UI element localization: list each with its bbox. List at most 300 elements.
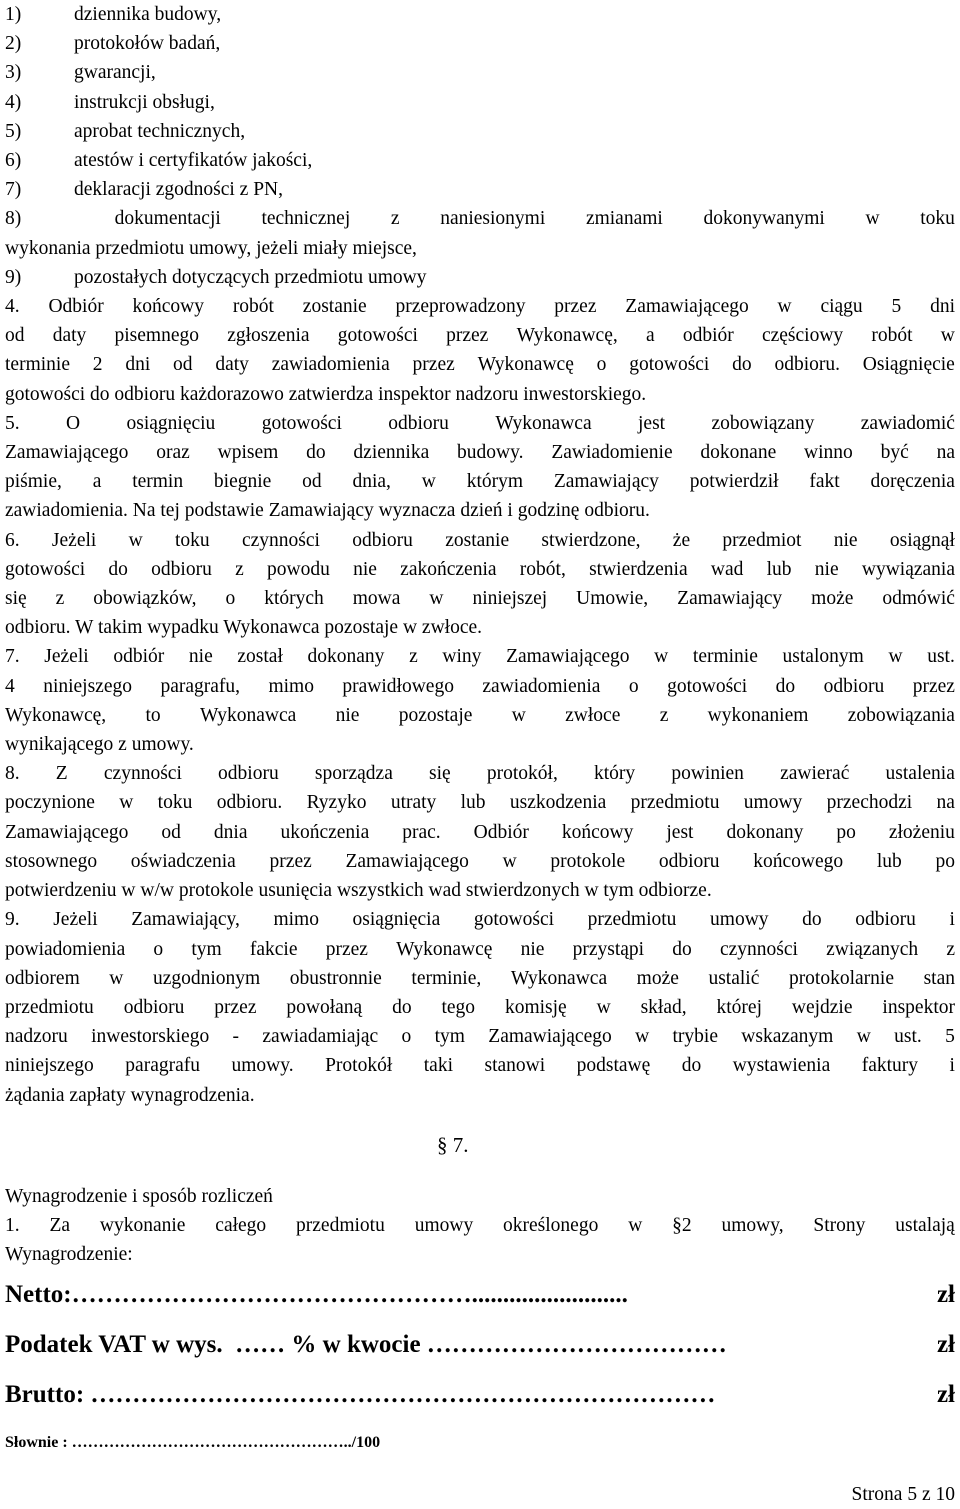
word: do: [681, 1055, 702, 1077]
word: o: [596, 354, 607, 376]
clause-paragraph: [5, 526, 955, 643]
justified-line: [5, 321, 955, 350]
word: doręczenia: [870, 471, 955, 493]
list-text: protokołów badań,: [74, 33, 221, 55]
brutto-currency: zł: [936, 1380, 955, 1408]
word: prac.: [402, 821, 441, 843]
word: zostanie: [302, 296, 367, 318]
word: od: [5, 325, 25, 347]
word: dnia: [213, 821, 248, 843]
word: zgłoszenia: [227, 325, 310, 347]
word: uszkodzenia: [509, 792, 607, 814]
word: §2: [672, 1215, 692, 1237]
justified-line: [5, 672, 955, 701]
word: Protokół: [325, 1055, 393, 1077]
word: dnia,: [352, 471, 391, 493]
word: nie: [814, 558, 839, 580]
word: Wykonawcę: [477, 354, 574, 376]
list-number: 3): [5, 62, 22, 84]
word: wad: [710, 558, 744, 580]
word: przedmiot: [722, 529, 802, 551]
word: 2: [92, 354, 103, 376]
word: o: [401, 1026, 412, 1048]
word: fakcie: [249, 938, 298, 960]
section-title: Wynagrodzenie i sposób rozliczeń: [5, 1186, 273, 1207]
word: Wykonawcę,: [516, 325, 618, 347]
word: jest: [666, 821, 694, 843]
word: osiągnął: [889, 529, 955, 551]
word: Z: [55, 763, 68, 785]
word: gotowości: [337, 325, 418, 347]
document-page: [5, 0, 955, 1110]
word: do: [672, 938, 692, 960]
word: w: [635, 1026, 650, 1048]
word: końcowego: [753, 850, 844, 872]
word: dziennika: [353, 442, 430, 464]
word: i: [949, 909, 955, 931]
brutto-line: [5, 1370, 955, 1420]
word: przystąpi: [572, 938, 645, 960]
word: umowy: [743, 792, 803, 814]
word: daty: [52, 325, 87, 347]
word: wejdzie: [791, 996, 853, 1018]
word: którym: [466, 471, 524, 493]
word: niniejszej: [472, 588, 548, 610]
word: ukończenia: [280, 821, 370, 843]
word: Zamawiającego: [5, 442, 129, 464]
word: odbioru: [123, 996, 185, 1018]
word: przez: [554, 296, 597, 318]
word: uzgodnionym: [152, 967, 261, 989]
word: zawiadomienia: [271, 354, 390, 376]
word: 6.: [5, 529, 20, 551]
word: taki: [423, 1055, 453, 1077]
word: z: [390, 208, 400, 230]
word: zobowiązany: [711, 412, 815, 434]
word: w: [109, 967, 124, 989]
word: osiągnięciu: [126, 412, 216, 434]
word: od: [302, 471, 322, 493]
word: Odbiór: [473, 821, 529, 843]
word: odbioru: [388, 412, 449, 434]
paragraph-last-line: odbioru. W takim wypadku Wykonawca pozostaje w zwłoce.: [5, 617, 482, 639]
justified-line: [5, 964, 955, 993]
word: 1.: [5, 1215, 20, 1237]
word: o: [628, 675, 639, 697]
list-item: [5, 117, 955, 146]
word: nie: [520, 938, 545, 960]
word: na: [936, 442, 955, 464]
word: zawiadomienia: [482, 675, 601, 697]
list-number: 1): [5, 4, 22, 25]
word: dokonany: [307, 646, 385, 668]
word: Zawiadomienie: [551, 442, 673, 464]
word: czynności: [103, 763, 182, 785]
list-item-8-line: [5, 204, 955, 233]
word: określonego: [503, 1215, 599, 1237]
justified-line: [5, 701, 955, 730]
word: może: [636, 967, 679, 989]
word: odbioru: [658, 850, 720, 872]
word: Zamawiający: [553, 471, 659, 493]
paragraph-last-line: potwierdzeniu w w/w protokole usunięcia wszystkich wad stwierdzonych w tym odbiorze.: [5, 880, 712, 902]
word: stosownego: [5, 850, 98, 872]
word: w: [119, 792, 134, 814]
word: termin: [132, 471, 184, 493]
word: Zamawiającego: [506, 646, 630, 668]
justified-line: [5, 759, 955, 788]
word: przez: [269, 850, 312, 872]
word: do: [108, 558, 128, 580]
word: ustalić: [708, 967, 760, 989]
word: biegnie: [213, 471, 272, 493]
word: mowa: [352, 588, 401, 610]
word: podstawę: [576, 1055, 651, 1077]
word: zobowiązania: [847, 704, 955, 726]
word: Wykonawca: [199, 704, 297, 726]
word: paragrafu,: [160, 675, 241, 697]
netto-dots: ………………………………………….........................: [71, 1280, 628, 1308]
word: przez: [214, 996, 257, 1018]
word: Odbiór: [48, 296, 104, 318]
word: Zamawiającego: [488, 1026, 612, 1048]
word: czynności: [719, 938, 798, 960]
list-number: 7): [5, 179, 22, 201]
word: dokonane: [700, 442, 777, 464]
list-item: [5, 146, 955, 175]
word: w: [511, 704, 526, 726]
word: dokonywanymi: [703, 208, 825, 230]
brutto-label: Brutto:: [5, 1380, 91, 1408]
word: Za: [49, 1215, 71, 1237]
word: w: [940, 325, 955, 347]
justified-line: [5, 905, 955, 934]
list-item-8-continuation: wykonania przedmiotu umowy, jeżeli miały miejsce,: [5, 237, 417, 259]
justified-line: [5, 467, 955, 496]
word: w: [502, 850, 517, 872]
word: przez: [446, 325, 489, 347]
paragraph-last-line: żądania zapłaty wynagrodzenia.: [5, 1084, 255, 1106]
word: Wykonawcę,: [5, 704, 107, 726]
word: ust.: [927, 646, 955, 668]
word: budowy.: [457, 442, 524, 464]
word: winno: [804, 442, 853, 464]
word: paragrafu: [125, 1055, 200, 1077]
word: wystawienia: [732, 1055, 831, 1077]
word: winy: [442, 646, 482, 668]
word: nie: [833, 529, 858, 551]
word: dni: [930, 296, 955, 318]
word: całego: [215, 1215, 267, 1237]
list-text: aprobat technicznych,: [74, 120, 246, 142]
word: powołaną: [286, 996, 363, 1018]
word: nie: [335, 704, 360, 726]
clause-paragraph: [5, 409, 955, 526]
word: odbioru.: [216, 792, 283, 814]
word: do: [802, 909, 822, 931]
word: Wykonawca: [510, 967, 608, 989]
word: Zamawiający,: [131, 909, 240, 931]
word: do: [392, 996, 412, 1018]
word: z: [659, 704, 669, 726]
word: odbiór: [682, 325, 734, 347]
word: odbiór: [113, 646, 165, 668]
word: osiągnięcia: [352, 909, 441, 931]
word: toku: [157, 792, 193, 814]
clause-paragraph: [5, 642, 955, 759]
word: odbioru: [218, 763, 279, 785]
word: się: [5, 588, 27, 610]
list-item-9: [5, 263, 955, 292]
word: 4.: [5, 296, 20, 318]
list-item: [5, 29, 955, 58]
word: od: [161, 821, 181, 843]
list-item: [5, 58, 955, 87]
word: o: [225, 588, 236, 610]
word: Zamawiającego: [345, 850, 469, 872]
justified-line: [5, 993, 955, 1022]
word: może: [811, 588, 854, 610]
word: utraty: [390, 792, 437, 814]
word: po: [836, 821, 856, 843]
netto-line: [5, 1270, 955, 1320]
word: w: [128, 529, 143, 551]
word: 5: [891, 296, 902, 318]
word: a: [645, 325, 655, 347]
word: wykonaniem: [707, 704, 809, 726]
justified-line: [5, 847, 955, 876]
word: ustalenia: [885, 763, 955, 785]
word: Strony: [813, 1215, 866, 1237]
word: naniesionymi: [440, 208, 546, 230]
word: terminie,: [411, 967, 482, 989]
word: umowy,: [721, 1215, 784, 1237]
word: odbioru: [151, 558, 212, 580]
word: 5.: [5, 412, 20, 434]
word: z: [235, 558, 244, 580]
word: odbioru.: [774, 354, 840, 376]
word: że: [672, 529, 691, 551]
word: 7.: [5, 646, 20, 668]
word: czynności: [241, 529, 320, 551]
word: został: [237, 646, 283, 668]
word: sporządza: [314, 763, 393, 785]
vat-line: [5, 1320, 955, 1370]
word: umowy.: [231, 1055, 294, 1077]
word: tego: [441, 996, 476, 1018]
clause-paragraph: [5, 292, 955, 409]
word: przedmiotu: [587, 909, 677, 931]
word: w: [429, 588, 444, 610]
word: Wykonawcę: [396, 938, 493, 960]
word: stwierdzenia: [589, 558, 688, 580]
word: w: [777, 296, 792, 318]
word: przez: [325, 938, 368, 960]
word: przez: [412, 354, 455, 376]
word: lub: [460, 792, 486, 814]
justified-line: [5, 350, 955, 379]
word: Jeżeli: [51, 529, 97, 551]
clause-paragraph: [5, 759, 955, 905]
justified-line: [5, 818, 955, 847]
word: Zamawiający: [677, 588, 783, 610]
word: stwierdzone,: [541, 529, 641, 551]
word: robót,: [519, 558, 566, 580]
word: się: [429, 763, 451, 785]
word: toku: [920, 208, 955, 230]
word: gotowości: [473, 909, 555, 931]
word: tym: [434, 1026, 465, 1048]
word: oświadczenia: [130, 850, 236, 872]
list-item: [5, 0, 955, 29]
list-text: atestów i certyfikatów jakości,: [74, 150, 313, 172]
word: powinien: [671, 763, 744, 785]
word: robót: [232, 296, 274, 318]
word: -: [232, 1026, 240, 1048]
word: do: [775, 675, 796, 697]
word: do: [306, 442, 326, 464]
word: potwierdził: [689, 471, 779, 493]
word: gotowości: [667, 675, 748, 697]
word: toku: [175, 529, 210, 551]
word: inwestorskiego: [91, 1026, 210, 1048]
word: a: [92, 471, 102, 493]
word: końcowy: [561, 821, 634, 843]
word: wpisem: [217, 442, 279, 464]
word: piśmie,: [5, 471, 62, 493]
word: technicznej: [261, 208, 351, 230]
paragraph-last-line: gotowości do odbioru każdorazowo zatwierdza inspektor nadzoru inwestorskiego.: [5, 383, 647, 405]
word: gotowości: [5, 558, 86, 580]
word: 8.: [5, 763, 20, 785]
word: komisję: [504, 996, 567, 1018]
justified-line: [5, 642, 955, 671]
justified-line: [5, 1022, 955, 1051]
word: fakt: [809, 471, 840, 493]
word: stan: [923, 967, 955, 989]
word: być: [880, 442, 909, 464]
list-text: gwarancji,: [74, 62, 156, 84]
word: wykonanie: [99, 1215, 186, 1237]
justified-line: [5, 788, 955, 817]
word: ust.: [894, 1026, 922, 1048]
word: w: [888, 646, 903, 668]
vat-dots: ………………………………: [426, 1330, 727, 1358]
list-number: 8): [5, 208, 22, 230]
word: o: [153, 938, 164, 960]
list-number: 2): [5, 33, 22, 55]
word: daty: [215, 354, 249, 376]
word: nie: [353, 558, 377, 580]
word: nadzoru: [5, 1026, 68, 1048]
amount-in-words: Słownie : ……………………………………………../100: [5, 1433, 381, 1451]
justified-line: [5, 438, 955, 467]
word: przedmiotu: [5, 996, 94, 1018]
word: jest: [638, 412, 666, 434]
word: w: [865, 208, 880, 230]
word: w: [654, 646, 669, 668]
list-text: pozostałych dotyczących przedmiotu umowy: [74, 266, 427, 288]
word: złożeniu: [888, 821, 955, 843]
word: w: [596, 996, 611, 1018]
word: związanych: [826, 938, 919, 960]
word: niniejszego: [5, 1055, 94, 1077]
justified-line: [5, 935, 955, 964]
word: ciągu: [820, 296, 863, 318]
word: to: [145, 704, 161, 726]
netto-label: Netto:: [5, 1280, 72, 1308]
word: w: [421, 471, 436, 493]
word: umowy: [414, 1215, 474, 1237]
word: gotowości: [629, 354, 710, 376]
word: Wykonawca: [495, 412, 592, 434]
word: faktury: [861, 1055, 919, 1077]
list-number: 9): [5, 266, 22, 288]
clause-paragraph: [5, 905, 955, 1109]
word: lub: [876, 850, 902, 872]
word: od: [173, 354, 193, 376]
page-number: Strona 5 z 10: [851, 1484, 955, 1505]
word: mimo: [268, 675, 314, 697]
list-number: 6): [5, 150, 22, 172]
word: odbiorem: [5, 967, 80, 989]
word: w: [856, 1026, 871, 1048]
word: pisemnego: [114, 325, 199, 347]
word: końcowy: [132, 296, 204, 318]
word: poczynione: [5, 792, 95, 814]
list-text: dziennika budowy,: [74, 4, 222, 25]
justified-line: [5, 555, 955, 584]
word: gotowości: [261, 412, 342, 434]
word: obowiązków,: [93, 588, 197, 610]
word: zwłoce: [565, 704, 621, 726]
word: odbioru: [823, 675, 885, 697]
word: powodu: [267, 558, 330, 580]
word: nie: [188, 646, 213, 668]
word: której: [716, 996, 762, 1018]
section-heading: § 7.: [437, 1133, 469, 1157]
word: z: [55, 588, 65, 610]
word: protokół,: [486, 763, 558, 785]
word: powiadomienia: [5, 938, 126, 960]
word: 5: [945, 1026, 955, 1048]
word: odbioru: [352, 529, 413, 551]
word: częściowy: [761, 325, 844, 347]
word: ustalają: [895, 1215, 955, 1237]
word: O: [66, 412, 81, 434]
word: trybie: [672, 1026, 718, 1048]
word: protokole: [550, 850, 626, 872]
justified-line: [5, 1051, 955, 1080]
justified-line: [5, 526, 955, 555]
word: skład,: [640, 996, 687, 1018]
word: zawiadamiając: [262, 1026, 379, 1048]
word: terminie: [692, 646, 758, 668]
word: odbioru: [855, 909, 916, 931]
list-item-8: [5, 204, 955, 262]
word: protokolarnie: [788, 967, 894, 989]
word: 9.: [5, 909, 20, 931]
word: przechodzi: [826, 792, 913, 814]
word: na: [936, 792, 955, 814]
clause-1-line: [5, 1211, 955, 1240]
word: z: [946, 938, 955, 960]
word: robót: [871, 325, 913, 347]
word: 4: [5, 675, 15, 697]
word: prawidłowego: [342, 675, 454, 697]
word: inspektor: [882, 996, 955, 1018]
word: w: [628, 1215, 643, 1237]
